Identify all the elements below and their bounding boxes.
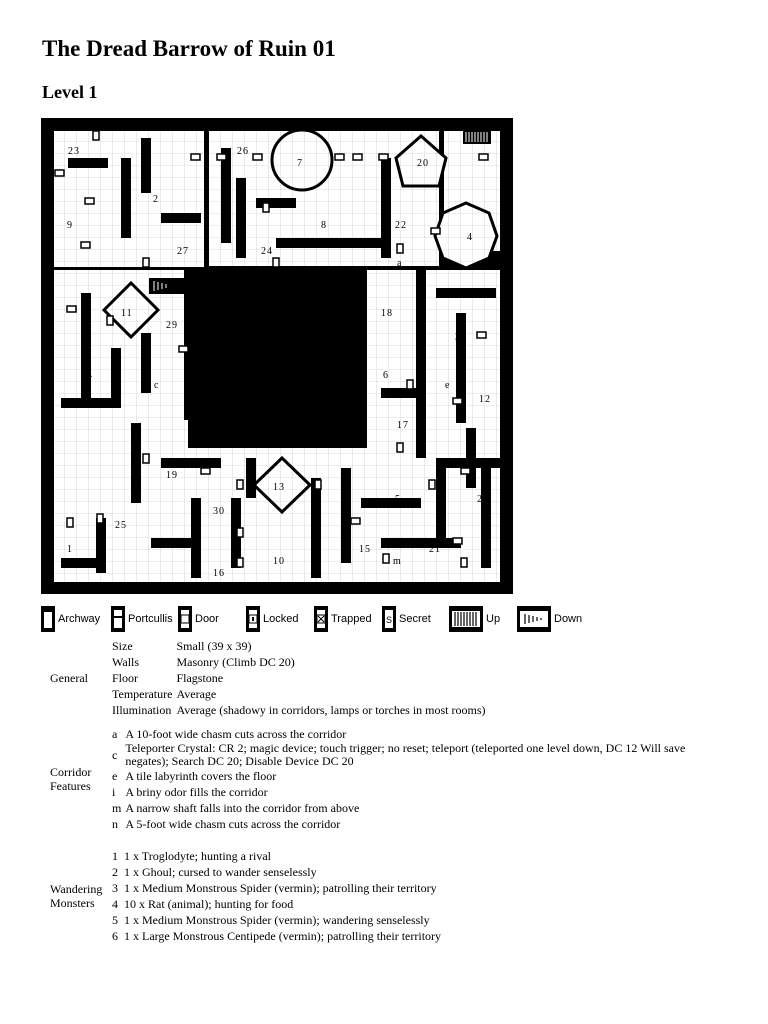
general-key: Size — [112, 639, 133, 653]
corridor-value: A 10-foot wide chasm cuts across the corridor — [125, 727, 347, 741]
room-4 — [435, 203, 497, 268]
general-value: Flagstone — [176, 671, 224, 685]
corridor-key: e — [112, 769, 118, 783]
archway-icon — [41, 606, 55, 632]
legend-label: Secret — [399, 613, 431, 625]
stairs-up-icon — [449, 606, 483, 632]
map-label: 7 — [297, 158, 303, 169]
map-label: 14 — [81, 370, 93, 381]
map-label: 4 — [467, 232, 473, 243]
legend-item-portcullis — [111, 604, 173, 634]
legend-label: Door — [195, 613, 219, 625]
monster-value: 1 x Medium Monstrous Spider (vermin); wandering senselessly — [124, 913, 430, 927]
map-label: 8 — [321, 220, 327, 231]
corridor-value: A tile labyrinth covers the floor — [125, 769, 277, 783]
map-label: 16 — [213, 568, 225, 579]
map-label: 19 — [166, 470, 178, 481]
map-label: 29 — [166, 320, 178, 331]
map-label: 25 — [115, 520, 127, 531]
general-heading: General — [50, 671, 88, 685]
secret-door-icon — [382, 606, 396, 632]
svg-text:S: S — [386, 615, 393, 625]
map-label: 13 — [273, 482, 285, 493]
map-label: 15 — [359, 544, 371, 555]
corridor-key: a — [112, 727, 118, 741]
monster-key: 4 — [112, 897, 118, 911]
map-label: 2 — [153, 194, 159, 205]
general-value: Small (39 x 39) — [176, 639, 252, 653]
map-label: e — [445, 380, 451, 391]
map-label: 10 — [273, 556, 285, 567]
general-key: Illumination — [112, 703, 172, 717]
general-key: Floor — [112, 671, 139, 685]
map-label: 5 — [395, 494, 401, 505]
legend-label: Archway — [58, 613, 101, 625]
stairs-up-map — [463, 130, 491, 144]
corridor-key: m — [112, 801, 122, 815]
map-label: n — [57, 580, 63, 591]
legend-item-trapped — [314, 604, 372, 634]
legend-item-secret — [382, 604, 431, 634]
legend-item-door — [178, 604, 219, 634]
general-key: Walls — [112, 655, 140, 669]
map-label: 17 — [397, 420, 409, 431]
map-label: 6 — [383, 370, 389, 381]
map-label: 30 — [213, 506, 225, 517]
map-label: 21 — [429, 544, 441, 555]
wandering-heading: Wandering Monsters — [50, 882, 103, 910]
map-label: 3 — [455, 332, 461, 343]
map-label: 27 — [177, 246, 189, 257]
monster-value: 1 x Ghoul; cursed to wander senselessly — [124, 865, 317, 879]
monster-value: 10 x Rat (animal); hunting for food — [124, 897, 294, 911]
map-label: m — [393, 556, 402, 567]
stairs-down-icon — [517, 606, 551, 632]
map-label: 22 — [395, 220, 407, 231]
monster-key: 3 — [112, 881, 118, 895]
stairs-down-map — [149, 278, 185, 294]
monster-key: 6 — [112, 929, 118, 943]
map-label: 11 — [121, 308, 133, 319]
map-legend — [41, 604, 601, 634]
map-label: 12 — [479, 394, 491, 405]
monster-value: 1 x Troglodyte; hunting a rival — [124, 849, 271, 863]
general-table — [48, 638, 488, 718]
corridor-key: n — [112, 817, 118, 831]
corridor-value: A briny odor fills the corridor — [125, 785, 268, 799]
corridor-key: c — [112, 748, 118, 762]
map-label: i — [132, 482, 136, 493]
legend-label: Down — [554, 613, 583, 625]
locked-door-icon — [246, 606, 260, 632]
general-key: Temperature — [112, 687, 173, 701]
monster-key: 2 — [112, 865, 118, 879]
legend-item-archway — [41, 604, 100, 634]
legend-label: Locked — [263, 613, 299, 625]
level-heading: Level 1 — [42, 82, 98, 102]
map-label: a — [397, 258, 403, 269]
monster-value: 1 x Medium Monstrous Spider (vermin); patrolling their territory — [124, 881, 437, 895]
general-value: Average — [176, 687, 217, 701]
legend-item-locked — [246, 604, 298, 634]
corridor-features-table — [48, 726, 708, 832]
monster-key: 5 — [112, 913, 118, 927]
dungeon-map — [41, 118, 513, 594]
portcullis-icon — [111, 606, 125, 632]
map-label: 26 — [237, 146, 249, 157]
map-label: 24 — [261, 246, 273, 257]
corridor-value: Teleporter Crystal: CR 2; magic device; touch trigger; no reset; teleport (teleported one level down, DC 12 Will save negates); Search DC 20; Disable Device DC 20 — [125, 741, 689, 768]
monster-value: 1 x Large Monstrous Centipede (vermin); patrolling their territory — [124, 929, 442, 943]
legend-item-up — [449, 604, 500, 634]
legend-label: Portcullis — [128, 613, 173, 625]
map-label: 23 — [68, 146, 80, 157]
map-label: 1 — [67, 544, 73, 555]
wandering-monsters-table — [48, 848, 443, 944]
trapped-door-icon — [314, 606, 328, 632]
general-value: Average (shadowy in corridors, lamps or torches in most rooms) — [176, 703, 486, 717]
corridor-value: A 5-foot wide chasm cuts across the corridor — [125, 817, 341, 831]
legend-item-down — [517, 604, 582, 634]
door-icon — [178, 606, 192, 632]
corridor-key: i — [112, 785, 116, 799]
corridor-heading: Corridor Features — [50, 765, 92, 793]
map-label: 28 — [477, 494, 489, 505]
map-label: c — [154, 380, 160, 391]
monster-key: 1 — [112, 849, 118, 863]
legend-label: Trapped — [331, 613, 372, 625]
map-label: 9 — [67, 220, 73, 231]
map-label: 18 — [381, 308, 393, 319]
page-title: The Dread Barrow of Ruin 01 — [42, 36, 336, 61]
general-value: Masonry (Climb DC 20) — [176, 655, 295, 669]
legend-label: Up — [486, 613, 501, 625]
corridor-value: A narrow shaft falls into the corridor from above — [125, 801, 360, 815]
map-label: 20 — [417, 158, 429, 169]
